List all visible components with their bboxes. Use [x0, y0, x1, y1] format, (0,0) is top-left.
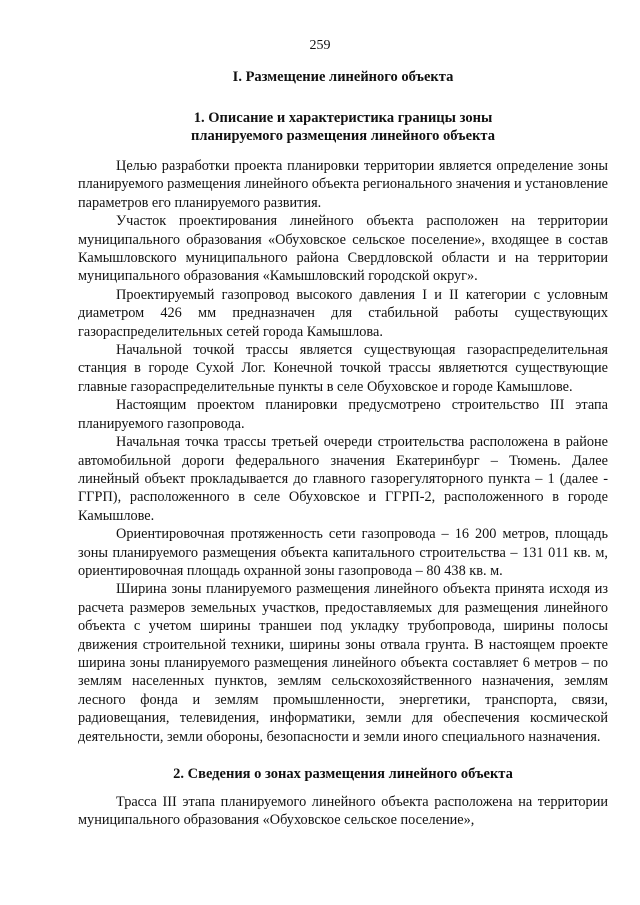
section-2-title: 2. Сведения о зонах размещения линейного объекта: [173, 766, 513, 782]
page-number: 259: [309, 38, 331, 53]
paragraph: Начальная точка трассы третьей очереди строительства расположена в районе автомобильной дороги федерального значения Екатеринбург – Тюмень. Далее линейный объект прокладывается до главного газорегуляторного пункта – 1 (далее - ГГРП), расположенного в селе Обуховское и ГГРП-2, расположенного в городе Камышлове.: [78, 434, 608, 524]
paragraph: Настоящим проектом планировки предусмотрено строительство III этапа планируемого газопровода.: [78, 397, 608, 432]
paragraph: Целью разработки проекта планировки территории является определение зоны планируемого размещения линейного объекта регионального значения и установление параметров его планируемого развития.: [78, 158, 608, 211]
paragraph: Проектируемый газопровод высокого давления I и II категории с условным диаметром 426 мм предназначен для стабильной работы существующих газораспределительных сетей города Камышлова.: [78, 286, 608, 340]
paragraph: Ширина зоны планируемого размещения линейного объекта принята исходя из расчета размеров земельных участков, предоставляемых для размещения линейного объекта с учетом ширины траншеи под укладку трубопровода, ширины полосы движения строительной техники, ширины зоны отвала грунта. В настоящем проекте ширина зоны планируемого размещения линейного объекта составляет 6 метров – по землям населенных пунктов, землям сельскохозяйственного назначения, землям лесного фонда и землям промышленности, энергетики, транспорта, связи, радиовещания, телевидения, информатики, земли для обеспечения космической деятельности, земли обороны, безопасности и земли иного специального назначения.: [78, 581, 608, 745]
section-1-body: [78, 157, 608, 746]
paragraph: Трасса III этапа планируемого линейного объекта расположена на территории муниципального образования «Обуховское сельское поселение»,: [78, 794, 608, 829]
subsection-title: [78, 109, 608, 145]
paragraph: Начальной точкой трассы является существующая газораспределительная станция в городе Сухой Лог. Конечной точкой трассы являетются существующие главные газораспределительные пункты в селе Обуховское и городе Камышлове.: [78, 342, 608, 395]
section-title: I. Размещение линейного объекта: [232, 69, 454, 85]
paragraph: Ориентировочная протяженность сети газопровода – 16 200 метров, площадь зоны планируемого размещения объекта капитального строительства – 131 011 кв. м, ориентировочная площадь охранной зоны газопровода – 80 438 кв. м.: [78, 526, 608, 579]
paragraph: Участок проектирования линейного объекта расположен на территории муниципального образования «Обуховское сельское поселение», входящее в состав Камышловского муниципального района Свердловской области и на территории муниципального образования «Камышловский городской округ».: [78, 213, 608, 285]
subsection-title-line-1: 1. Описание и характеристика границы зоны: [193, 110, 493, 126]
section-2-body: [78, 793, 608, 830]
subsection-title-line-2: планируемого размещения линейного объекта: [191, 128, 495, 144]
